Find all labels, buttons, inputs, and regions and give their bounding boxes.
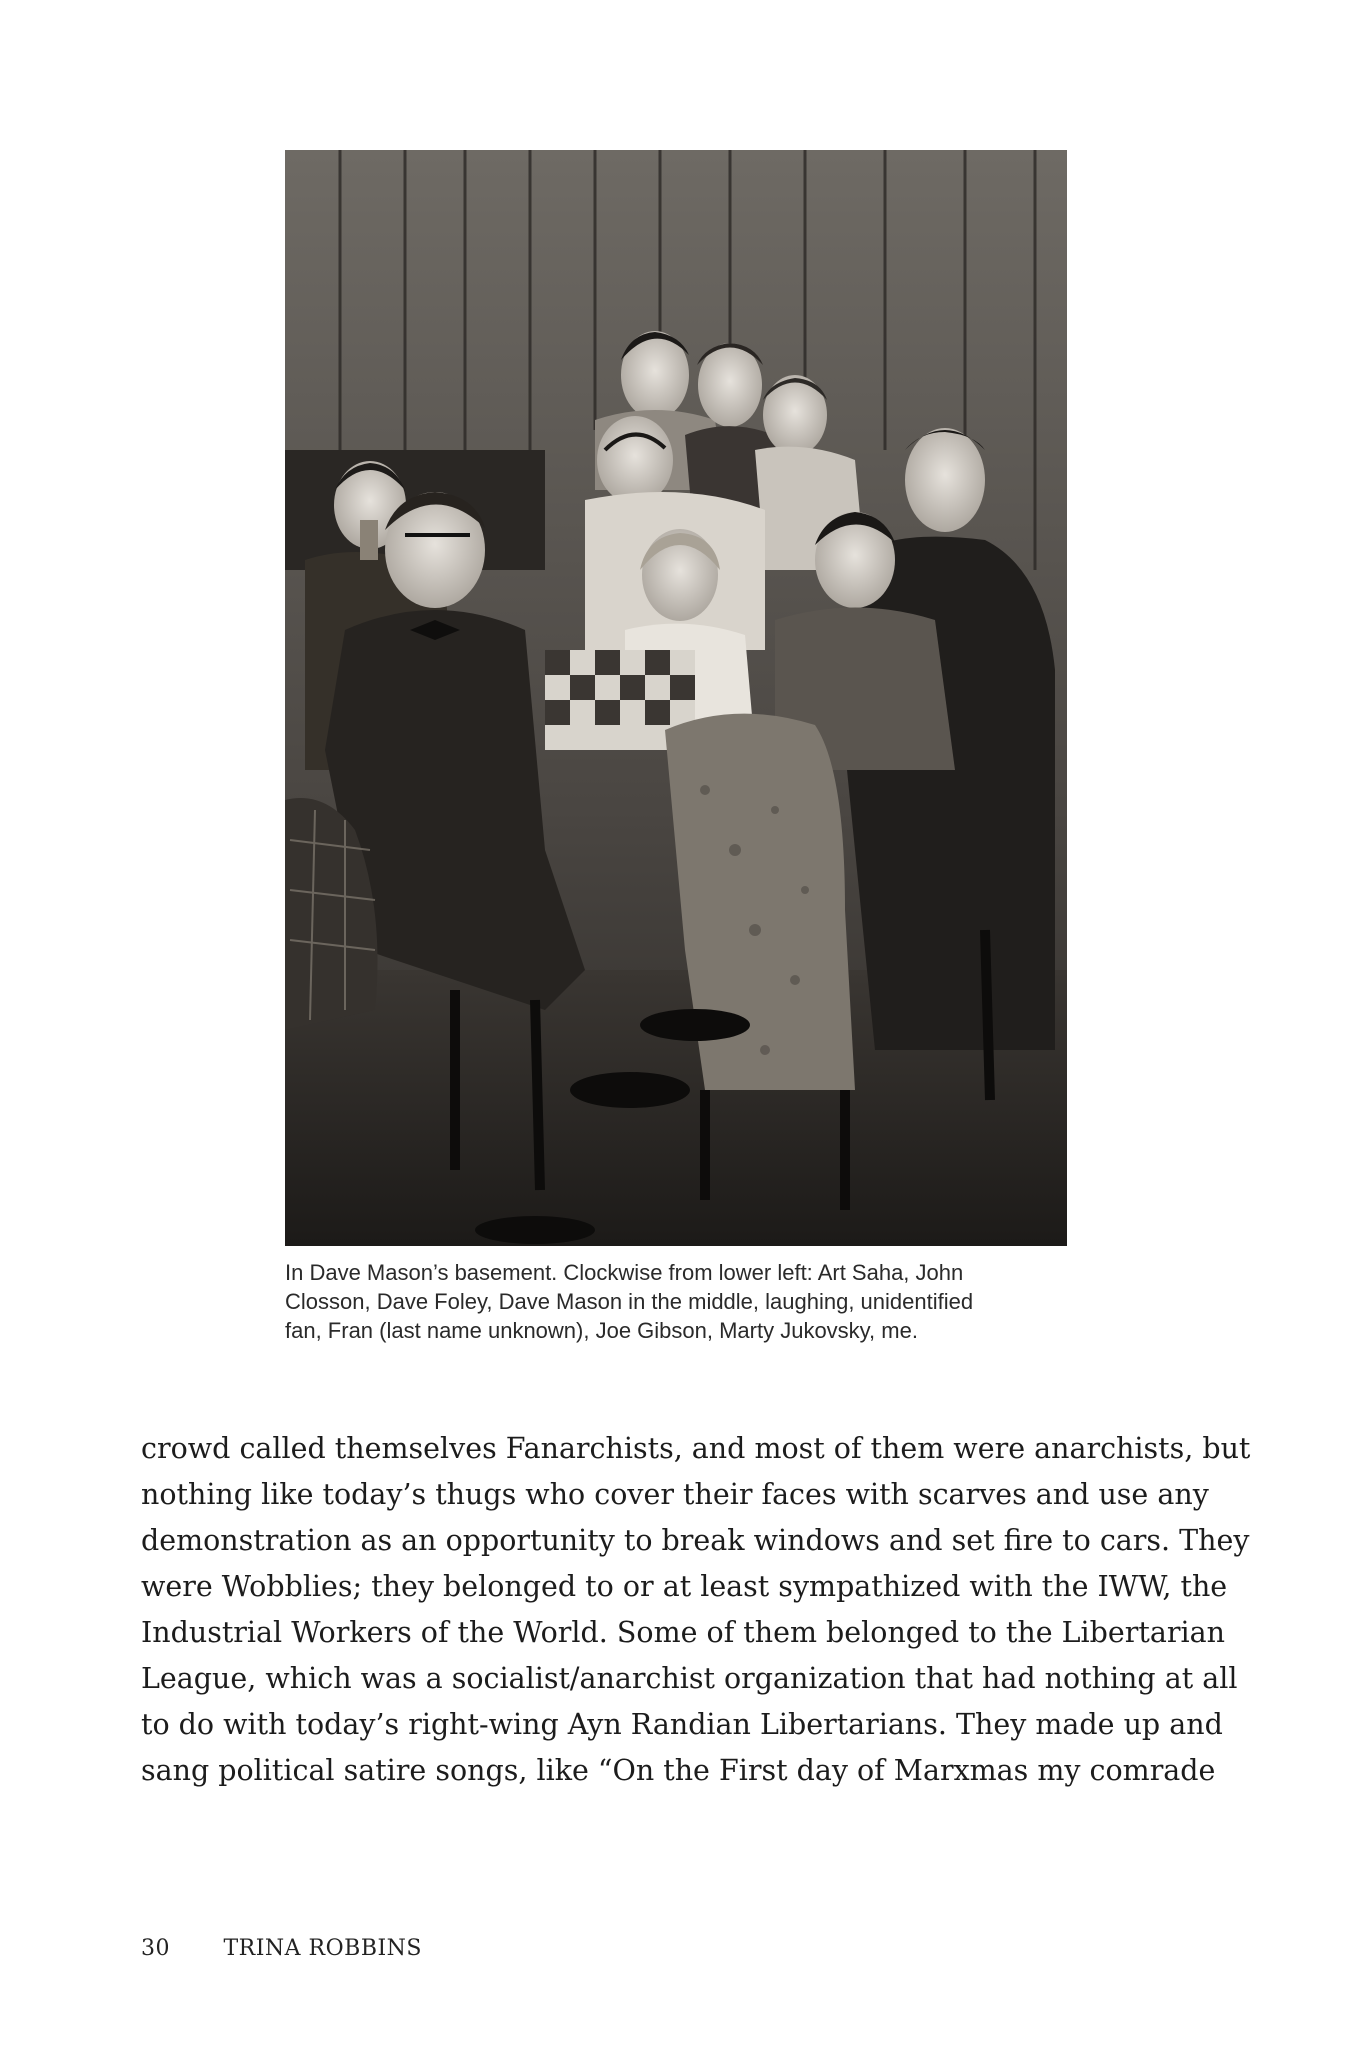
body-line: demonstration as an opportunity to break windows and set fire to cars. They <box>141 1524 1250 1557</box>
photo-caption <box>285 1258 1085 1345</box>
body-line: to do with today’s right-wing Ayn Randian Libertarians. They made up and <box>141 1708 1223 1741</box>
body-line: were Wobblies; they belonged to or at least sympathized with the IWW, the <box>141 1570 1228 1603</box>
body-line: crowd called themselves Fanarchists, and most of them were anarchists, but <box>141 1432 1251 1465</box>
running-head: TRINA ROBBINS <box>223 1936 423 1961</box>
body-line: League, which was a socialist/anarchist organization that had nothing at all <box>141 1662 1238 1695</box>
group-photo <box>285 150 1067 1246</box>
body-line: nothing like today’s thugs who cover their faces with scarves and use any <box>141 1478 1209 1511</box>
body-line: sang political satire songs, like “On the First day of Marxmas my comrade <box>141 1754 1216 1787</box>
page-footer <box>141 1936 422 1961</box>
caption-line: Closson, Dave Foley, Dave Mason in the middle, laughing, unidentified <box>285 1289 974 1314</box>
caption-line: In Dave Mason’s basement. Clockwise from lower left: Art Saha, John <box>285 1260 964 1285</box>
group-photo-basement-icon <box>285 150 1067 1246</box>
page-number: 30 <box>141 1936 170 1961</box>
body-paragraph <box>141 1426 1251 1794</box>
caption-line: fan, Fran (last name unknown), Joe Gibson, Marty Jukovsky, me. <box>285 1318 918 1343</box>
body-line: Industrial Workers of the World. Some of them belonged to the Libertarian <box>141 1616 1225 1649</box>
